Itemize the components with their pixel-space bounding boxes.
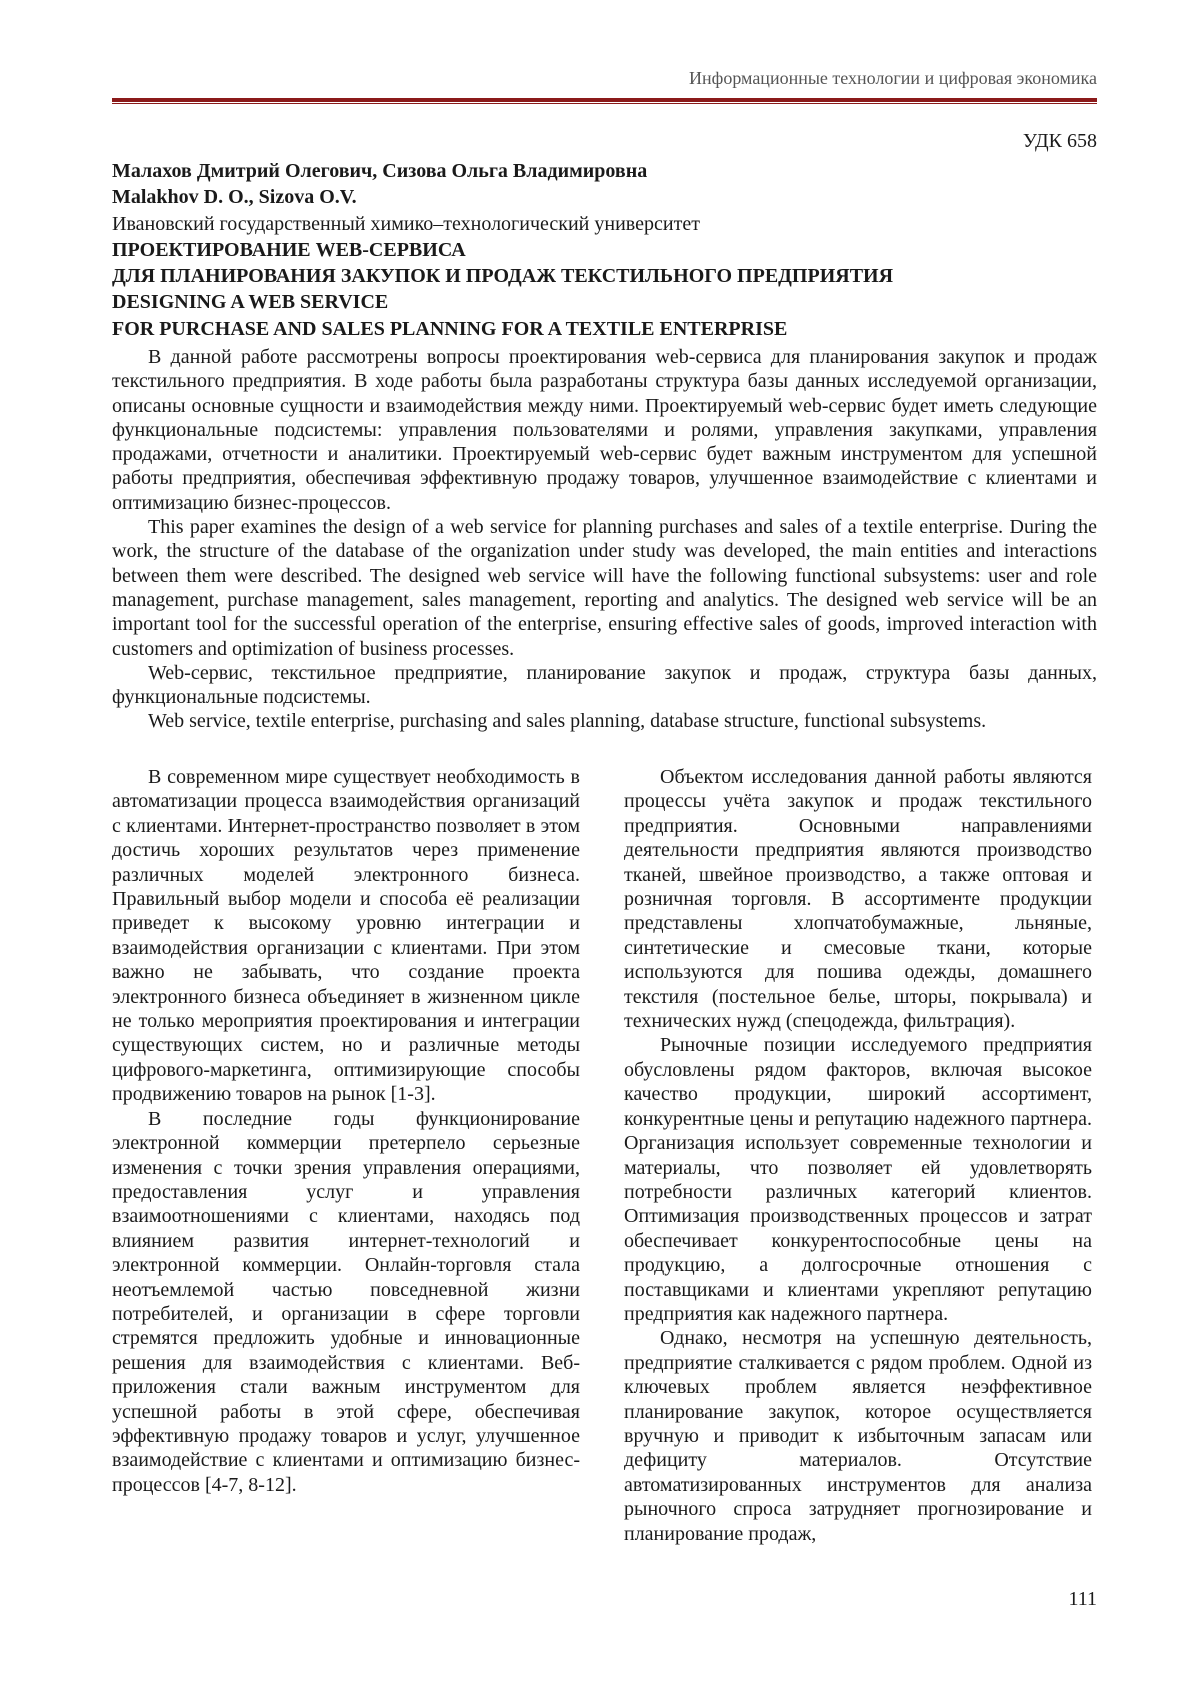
keywords-ru: Web-сервис, текстильное предприятие, планирование закупок и продаж, структура базы данных, функциональные подсистемы.: [112, 661, 1097, 709]
title-en-line-2: FOR PURCHASE AND SALES PLANNING FOR A TEXTILE ENTERPRISE: [112, 317, 788, 340]
udk-code: УДК 658: [1022, 130, 1097, 152]
article-front-matter: [112, 158, 1097, 342]
body-paragraph: Объектом исследования данной работы являются процессы учёта закупок и продаж текстильного предприятия. Основными направлениями деятельности предприятия являются производство тканей, швейное производство, а также оптовая и розничная торговля. В ассортименте продукции представлены хлопчатобумажные, льняные, синтетические и смесовые ткани, которые используются для пошива одежды, домашнего текстиля (постельное белье, шторы, покрывала) и технических нужд (спецодежда, фильтрация).: [624, 766, 1092, 1033]
page-number: 111: [1068, 1588, 1097, 1610]
authors-ru: Малахов Дмитрий Олегович, Сизова Ольга Владимировна: [112, 160, 648, 182]
running-header: [112, 64, 1097, 94]
header-rule: [112, 98, 1097, 102]
title-ru-line-2: ДЛЯ ПЛАНИРОВАНИЯ ЗАКУПОК И ПРОДАЖ ТЕКСТИЛЬНОГО ПРЕДПРИЯТИЯ: [112, 265, 894, 288]
abstract-block: [112, 345, 1097, 734]
body-column-left: [112, 765, 580, 1497]
title-en-line-1: DESIGNING A WEB SERVICE: [112, 291, 389, 314]
body-paragraph: В последние годы функционирование электронной коммерции претерпело серьезные изменения с точки зрения управления операциями, предоставления услуг и управления взаимоотношениями с клиентами, находясь под влиянием развития интернет-технологий и электронной коммерции. Онлайн-торговля стала неотъемлемой частью повседневной жизни потребителей, и организации в сфере торговли стремятся предложить удобные и инновационные решения для взаимодействия с клиентами. Веб-приложения стали важным инструментом для успешной работы в этой сфере, обеспечивая эффективную продажу товаров и услуг, улучшенное взаимодействие с клиентами и оптимизацию бизнес-процессов [4-7, 8-12].: [112, 1107, 580, 1496]
abstract-en: This paper examines the design of a web service for planning purchases and sales of a textile enterprise. During the work, the structure of the database of the organization under study was developed, the main entities and interactions between them were described. The designed web service will have the following functional subsystems: user and role management, purchase management, sales management, reporting and analytics. The designed web service will be an important tool for the successful operation of the enterprise, ensuring effective sales of goods, improved interaction with customers and optimization of business processes.: [112, 516, 1097, 660]
body-paragraph: Однако, несмотря на успешную деятельность, предприятие сталкивается с рядом проблем. Одной из ключевых проблем является неэффективное планирование закупок, которое осуществляется вручную и приводит к избыточным запасам или дефициту материалов. Отсутствие автоматизированных инструментов для анализа рыночного спроса затрудняет прогнозирование и планирование продаж,: [624, 1327, 1092, 1545]
affiliation: Ивановский государственный химико–технологический университет: [112, 212, 700, 235]
header-rule-thin: [112, 103, 1097, 104]
body-paragraph: Рыночные позиции исследуемого предприятия обусловлены рядом факторов, включая высокое качество продукции, широкий ассортимент, конкурентные цены и репутацию надежного партнера. Организация использует современные технологии и материалы, что позволяет ей удовлетворять потребности различных категорий клиентов. Оптимизация производственных процессов и затрат обеспечивает конкурентоспособные цены на продукцию, а долгосрочные отношения с поставщиками и клиентами укрепляют репутацию предприятия как надежного партнера.: [624, 1034, 1092, 1325]
body-column-right: [624, 765, 1092, 1546]
authors-en: Malakhov D. O., Sizova O.V.: [112, 186, 357, 209]
journal-section-title: Информационные технологии и цифровая экономика: [689, 68, 1097, 88]
title-ru-line-1: ПРОЕКТИРОВАНИЕ WEB-СЕРВИСА: [112, 238, 466, 261]
abstract-ru: В данной работе рассмотрены вопросы проектирования web-сервиса для планирования закупок и продаж текстильного предприятия. В ходе работы была разработаны структура базы данных исследуемой организации, описаны основные сущности и взаимодействия между ними. Проектируемый web-сервис будет иметь следующие функциональные подсистемы: управления пользователями и ролями, управления закупками, управления продажами, отчетности и аналитики. Проектируемый web-сервис будет важным инструментом для успешной работы предприятия, обеспечивая эффективную продажу товаров, улучшенное взаимодействие с клиентами и оптимизацию бизнес-процессов.: [112, 346, 1097, 514]
body-paragraph: В современном мире существует необходимость в автоматизации процесса взаимодействия организаций с клиентами. Интернет-пространство позволяет в этом достичь хороших результатов через применение различных моделей электронного бизнеса. Правильный выбор модели и способа её реализации приведет к высокому уровню интеграции и взаимодействия организации с клиентами. При этом важно не забывать, что создание проекта электронного бизнеса объединяет в жизненном цикле не только мероприятия проектирования и интеграции существующих систем, но и различные методы цифрового-маркетинга, оптимизирующие способы продвижению товаров на рынок [1-3].: [112, 766, 580, 1106]
keywords-en: Web service, textile enterprise, purchasing and sales planning, database structure, functional subsystems.: [148, 710, 987, 733]
